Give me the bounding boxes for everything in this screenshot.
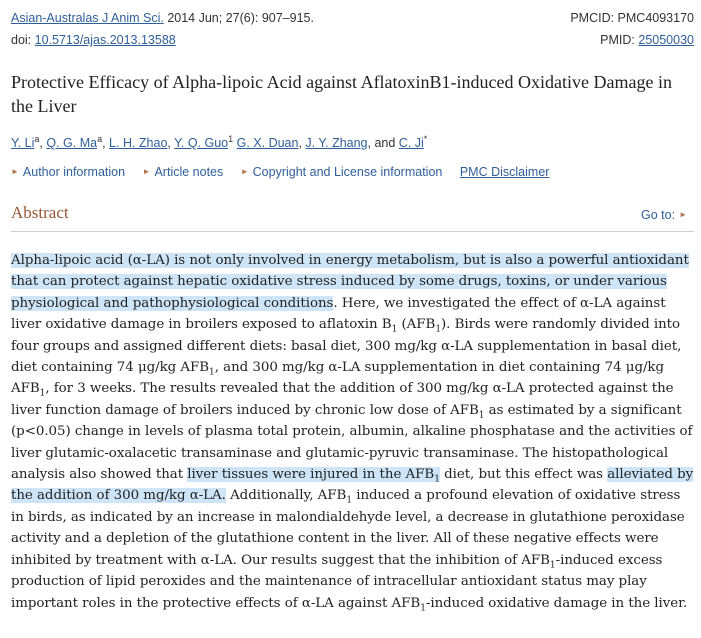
abstract-segment: induced a profound elevation of oxidative stress in birds, as indicated by an increase in malondialdehyde level, a decrease in glutathione peroxidase activity and a depletion of the glutathione content in the liver. All of these negative effects were inhibited by treatment with α-LA. Our results suggest that the inhibition of AFB bbox=[11, 488, 685, 568]
citation-details: 2014 Jun; 27(6): 907–915. bbox=[163, 11, 314, 25]
journal-link[interactable]: Asian-Australas J Anim Sci. bbox=[11, 11, 164, 25]
subscript: 1 bbox=[346, 496, 352, 507]
abstract-segment: , and 300 mg/kg α-LA supplementation in diet containing 74 μg/kg AFB bbox=[11, 360, 665, 397]
highlight bbox=[187, 467, 440, 485]
copyright-toggle[interactable] bbox=[241, 165, 443, 179]
goto-label: Go to: bbox=[641, 208, 676, 222]
abstract-segment: Additionally, AFB bbox=[225, 488, 347, 504]
doi-link[interactable]: 10.5713/ajas.2013.13588 bbox=[34, 33, 176, 47]
triangle-right-icon: ► bbox=[240, 167, 249, 176]
author-link[interactable]: Y. Li bbox=[11, 136, 35, 151]
author-link[interactable]: L. H. Zhao bbox=[109, 136, 168, 151]
abstract-text bbox=[11, 250, 697, 614]
abstract-segment: -induced excess production of lipid peroxides and the maintenance of intracellular antioxidant status may play important roles in the protective effects of α-LA against AFB bbox=[11, 552, 663, 611]
abstract-segment: diet, but this effect was bbox=[439, 467, 608, 483]
author-sup: a bbox=[34, 134, 40, 144]
author-list: Y. Li$^a$, Q. G. Ma$^a$, L. H. Zhao, Y. Q. Guo$^1$ G. X. Duan, J. Y. Zhang, and C. Ji* bbox=[11, 134, 428, 151]
triangle-right-icon: ► bbox=[142, 167, 151, 176]
citation-row bbox=[11, 10, 694, 26]
doi-label: doi: bbox=[11, 33, 35, 47]
author-info-label: Author information bbox=[22, 165, 126, 179]
subscript: 1 bbox=[549, 560, 556, 571]
abstract-segment: as estimated by a significant (p<0.05) change in levels of plasma total protein, albumin, alkaline phosphatase and the activities of liver glutamic-oxalacetic transaminase and glutamic-pyruvic transaminase. The histopathological analysis also showed that bbox=[11, 402, 693, 483]
pmid-link[interactable]: 25050030 bbox=[638, 33, 694, 47]
goto-menu[interactable] bbox=[641, 208, 687, 222]
author-link[interactable]: Q. G. Ma bbox=[46, 136, 98, 151]
author-link[interactable]: G. X. Duan bbox=[236, 136, 299, 151]
pmcid: PMCID: PMC4093170 bbox=[570, 11, 694, 25]
author-link[interactable]: C. Ji bbox=[398, 136, 424, 151]
subscript: 1 bbox=[209, 367, 215, 378]
doi-row bbox=[11, 32, 694, 48]
copyright-label: Copyright and License information bbox=[252, 165, 443, 179]
pmc-disclaimer-link[interactable]: PMC Disclaimer bbox=[459, 165, 550, 179]
subscript: 1 bbox=[478, 410, 485, 421]
pmid-label: PMID: bbox=[600, 33, 639, 47]
subscript: 1 bbox=[391, 324, 398, 335]
abstract-segment: . Here, we investigated the effect of α-LA against liver oxidative damage in broilers exposed to aflatoxin B bbox=[11, 295, 666, 333]
subscript: 1 bbox=[39, 389, 46, 400]
author-sup: * bbox=[423, 134, 428, 144]
article-title: Protective Efficacy of Alpha-lipoic Acid against AflatoxinB1-induced Oxidative Damage in the Liver bbox=[11, 72, 672, 116]
triangle-right-icon: ► bbox=[11, 167, 19, 176]
article-notes-label: Article notes bbox=[154, 165, 224, 179]
highlight-text: liver tissues were injured in the AFB bbox=[187, 467, 435, 483]
abstract-heading: Abstract bbox=[11, 203, 69, 222]
subscript: 1 bbox=[435, 324, 441, 335]
abstract-segment: -induced oxidative damage in the liver. bbox=[425, 595, 688, 611]
subscript: 1 bbox=[420, 603, 426, 614]
subscript: 1 bbox=[434, 474, 440, 485]
pmid bbox=[600, 32, 694, 48]
author-link[interactable]: Y. Q. Guo bbox=[174, 136, 229, 151]
author-link[interactable]: J. Y. Zhang bbox=[305, 136, 368, 151]
author-sup: 1 bbox=[228, 134, 234, 144]
article-info-links bbox=[11, 164, 563, 180]
divider bbox=[11, 231, 694, 232]
highlight: Alpha-lipoic acid (α-LA) is not only involved in energy metabolism, but is also a powerful antioxidant that can protect against hepatic oxidative stress induced by some drugs, toxins, or under various physiological and pathophysiological conditions bbox=[11, 253, 689, 311]
abstract-segment: (AFB bbox=[397, 317, 436, 333]
article-notes-toggle[interactable] bbox=[143, 165, 224, 179]
author-info-toggle[interactable] bbox=[11, 165, 125, 179]
author-sup: a bbox=[97, 134, 103, 144]
abstract-segment: ). Birds were randomly divided into four groups and assigned different diets: basal diet, 300 mg/kg α-LA supplementation in basal diet, diet containing 74 μg/kg AFB bbox=[11, 317, 682, 376]
highlight: alleviated by the addition of 300 mg/kg α-LA. bbox=[11, 467, 694, 504]
triangle-right-icon: ► bbox=[679, 210, 687, 219]
abstract-segment: , for 3 weeks. The results revealed that the addition of 300 mg/kg α-LA protected against the liver function damage of broilers induced by chronic low dose of AFB bbox=[11, 381, 674, 418]
